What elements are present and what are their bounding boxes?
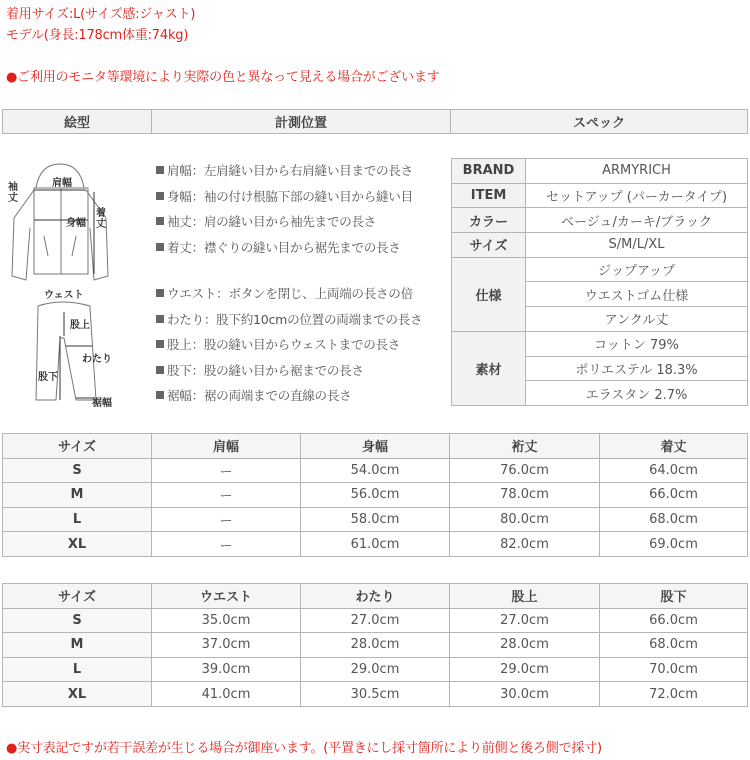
label-waist: ウェスト [44,290,84,301]
spec-material: ポリエステル 18.3% [526,356,748,381]
table-header-row: サイズ ウエスト わたり 股上 股下 [3,584,748,609]
worn-size-note: 着用サイズ:L(サイズ感:ジャスト) [6,7,196,22]
square-bullet-icon [156,217,164,225]
header-illustration: 絵型 [3,110,152,134]
spec-size: S/M/L/XL [526,233,748,258]
table-row: L ー 58.0cm 80.0cm 68.0cm [3,507,748,532]
label-shoulder: 肩幅 [52,178,72,189]
table-row: S ー 54.0cm 76.0cm 64.0cm [3,458,748,483]
spec-label-item: ITEM [452,183,526,208]
measurement-notes [156,158,448,409]
bottom-size-table [2,583,748,707]
spec-material: エラスタン 2.7% [526,381,748,406]
note-item: 股上：股の縫い目からウェストまでの長さ [156,332,448,358]
square-bullet-icon [156,166,164,174]
square-bullet-icon [156,192,164,200]
table-header-row: サイズ 肩幅 身幅 裄丈 着丈 [3,434,748,459]
note-item: 肩幅：左肩縫い目から右肩縫い目までの長さ [156,158,448,184]
spec-item: セットアップ (パーカータイプ) [526,183,748,208]
spec-brand: ARMYRICH [526,159,748,184]
spec-table [451,158,748,406]
note-item: 身幅：袖の付け根脇下部の縫い目から縫い目 [156,184,448,210]
section-header [2,109,748,134]
table-row: M ー 56.0cm 78.0cm 66.0cm [3,483,748,508]
color-notice: ●ご利用のモニタ等環境により実際の色と異なって見える場合がございます [6,70,440,85]
table-row: XL ー 61.0cm 82.0cm 69.0cm [3,532,748,557]
label-sleeve: 袖丈 [8,182,18,204]
square-bullet-icon [156,366,164,374]
square-bullet-icon [156,315,164,323]
note-item: 股下：股の縫い目から裾までの長さ [156,358,448,384]
spec-label-color: カラー [452,208,526,233]
table-row: L 39.0cm 29.0cm 29.0cm 70.0cm [3,657,748,682]
header-measurement-position: 計測位置 [152,110,451,134]
top-size-table [2,433,748,557]
spec-label-brand: BRAND [452,159,526,184]
spec-feature: アンクル丈 [526,307,748,332]
spec-feature: ジップアップ [526,257,748,282]
spec-label-size: サイズ [452,233,526,258]
header-spec: スペック [451,110,748,134]
spec-label-features: 仕様 [452,257,526,331]
note-item: 着丈：襟ぐりの縫い目から裾先までの長さ [156,235,448,261]
label-length: 着丈 [96,208,106,230]
label-thigh: わたり [82,354,112,365]
square-bullet-icon [156,340,164,348]
label-body-width: 身幅 [66,218,86,229]
spec-feature: ウエストゴム仕様 [526,282,748,307]
spec-label-material: 素材 [452,331,526,405]
note-item: わたり：股下約10cmの位置の両端までの長さ [156,307,448,333]
hoodie-and-pants-diagram-icon [4,158,114,408]
model-note: モデル(身長:178cm体重:74kg) [6,28,189,43]
label-rise: 股上 [70,320,90,331]
table-row: XL 41.0cm 30.5cm 30.0cm 72.0cm [3,682,748,707]
square-bullet-icon [156,391,164,399]
table-row: S 35.0cm 27.0cm 27.0cm 66.0cm [3,608,748,633]
garment-illustration [4,158,114,408]
note-item: ウエスト：ボタンを閉じ、上両端の長さの倍 [156,281,448,307]
note-item: 袖丈：肩の縫い目から袖先までの長さ [156,209,448,235]
label-hem: 裾幅 [92,398,112,409]
note-item: 裾幅：裾の両端までの直線の長さ [156,383,448,409]
measurement-notice: ●実寸表記ですが若干誤差が生じる場合が御座います。(平置きにし採寸箇所により前側と後ろ側で採寸) [6,741,602,756]
spec-material: コットン 79% [526,331,748,356]
square-bullet-icon [156,243,164,251]
square-bullet-icon [156,289,164,297]
spec-color: ベージュ/カーキ/ブラック [526,208,748,233]
table-row: M 37.0cm 28.0cm 28.0cm 68.0cm [3,633,748,658]
label-inseam: 股下 [38,372,58,383]
